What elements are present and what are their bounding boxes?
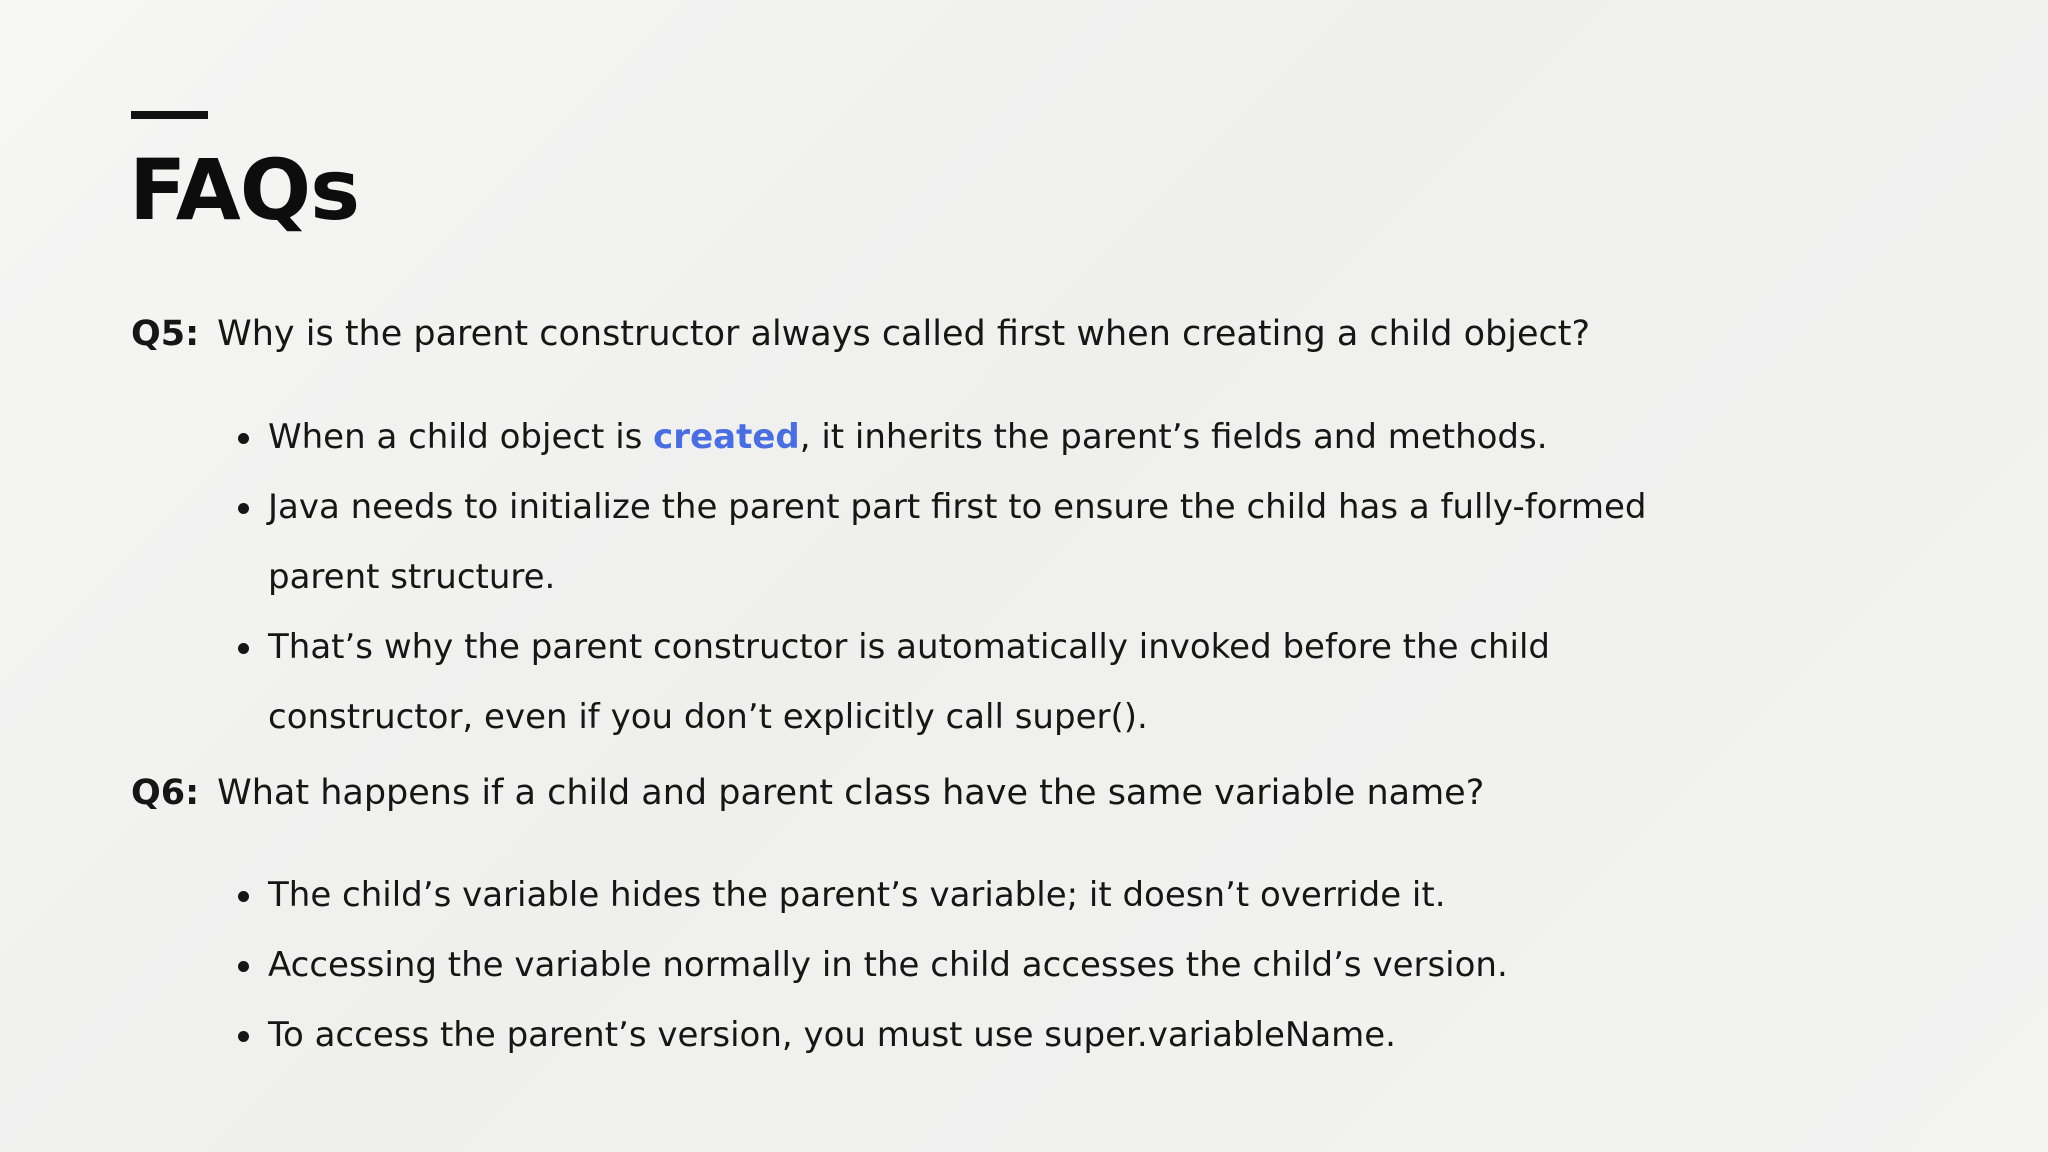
question-label: Q6: — [131, 773, 200, 813]
list-item: Java needs to initialize the parent part first to ensure the child has a fully-formed parent structure. — [268, 472, 1738, 612]
question-q6 — [131, 772, 1484, 814]
page-title: FAQs — [129, 141, 360, 239]
question-text: Why is the parent constructor always called first when creating a child object? — [217, 314, 1591, 354]
answer-list-q5 — [268, 402, 1828, 752]
question-label: Q5: — [131, 314, 200, 354]
highlighted-word: created — [653, 417, 800, 457]
title-accent-bar — [131, 111, 208, 119]
question-text: What happens if a child and parent class have the same variable name? — [217, 773, 1485, 813]
list-item: To access the parent’s version, you must use super.variableName. — [268, 1000, 1828, 1070]
list-item: That’s why the parent constructor is automatically invoked before the child constructor, even if you don’t explicitly call super(). — [268, 612, 1668, 752]
list-item: The child’s variable hides the parent’s variable; it doesn’t override it. — [268, 860, 1828, 930]
list-item: When a child object is created, it inherits the parent’s fields and methods. — [268, 402, 1828, 472]
question-q5 — [131, 313, 1590, 355]
list-item: Accessing the variable normally in the child accesses the child’s version. — [268, 930, 1828, 1000]
answer-list-q6 — [268, 860, 1828, 1070]
